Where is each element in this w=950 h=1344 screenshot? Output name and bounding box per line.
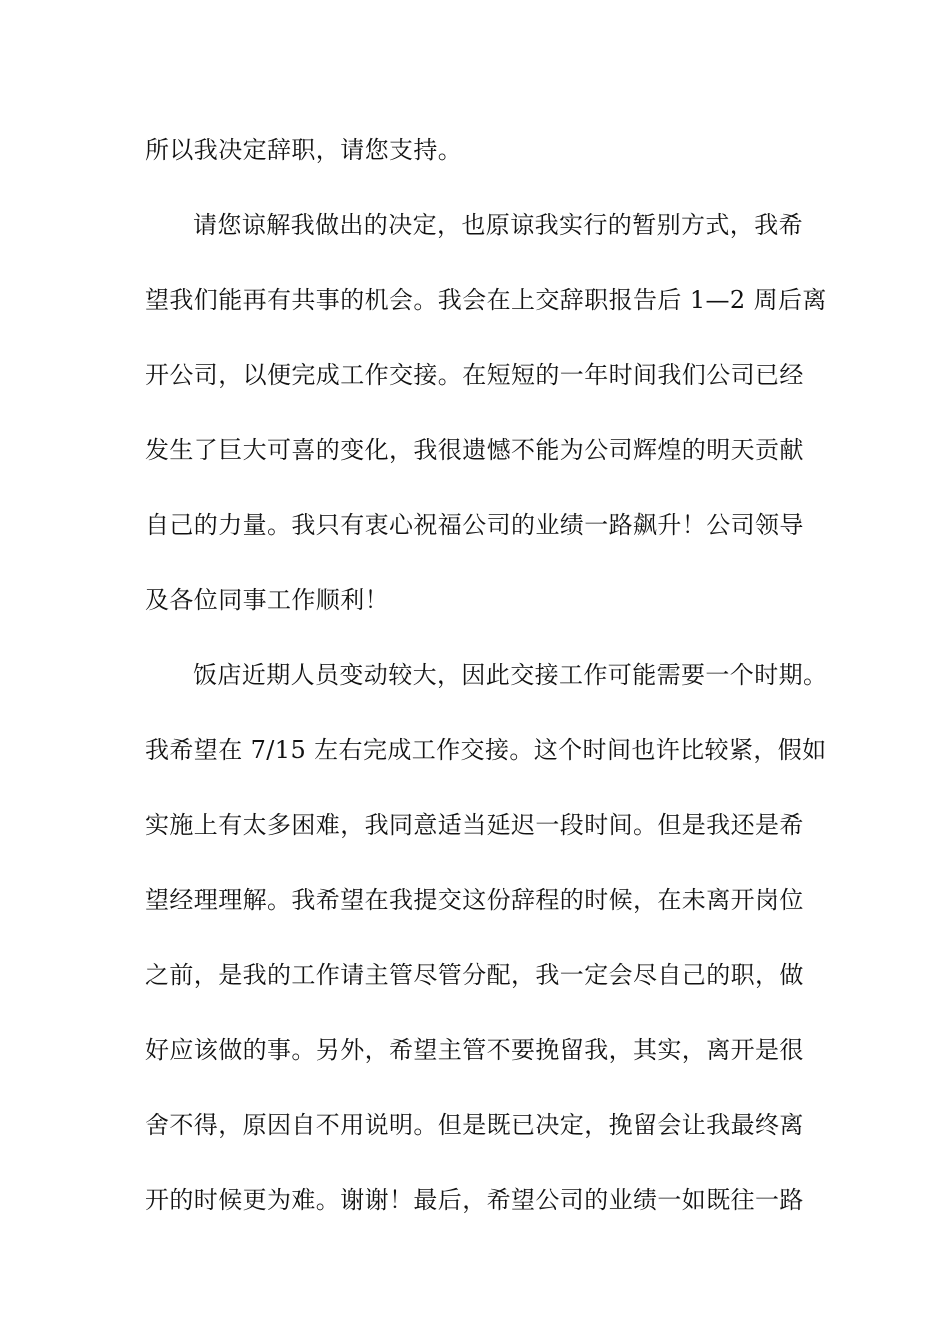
text-line: 开的时候更为难。谢谢！最后，希望公司的业绩一如既往一路 <box>145 1186 804 1214</box>
text-line: 开公司，以便完成工作交接。在短短的一年时间我们公司已经 <box>145 361 804 389</box>
text-line: 舍不得，原因自不用说明。但是既已决定，挽留会让我最终离 <box>145 1111 804 1139</box>
paragraph-first-line: 请您谅解我做出的决定，也原谅我实行的暂别方式，我希 <box>193 211 803 239</box>
text-line: 好应该做的事。另外，希望主管不要挽留我，其实，离开是很 <box>145 1036 804 1064</box>
paragraph-first-line: 饭店近期人员变动较大，因此交接工作可能需要一个时期。 <box>193 661 828 689</box>
text-line: 望经理理解。我希望在我提交这份辞程的时候，在未离开岗位 <box>145 886 804 914</box>
text-line: 及各位同事工作顺利！ <box>145 586 389 614</box>
text-line: 之前，是我的工作请主管尽管分配，我一定会尽自己的职，做 <box>145 961 804 989</box>
text-line: 望我们能再有共事的机会。我会在上交辞职报告后 1—2 周后离 <box>145 286 827 314</box>
text-line: 自己的力量。我只有衷心祝福公司的业绩一路飙升！公司领导 <box>145 511 804 539</box>
text-line: 实施上有太多困难，我同意适当延迟一段时间。但是我还是希 <box>145 811 804 839</box>
text-line: 所以我决定辞职，请您支持。 <box>145 136 463 164</box>
text-line: 发生了巨大可喜的变化，我很遗憾不能为公司辉煌的明天贡献 <box>145 436 804 464</box>
text-line: 我希望在 7/15 左右完成工作交接。这个时间也许比较紧，假如 <box>145 736 827 764</box>
